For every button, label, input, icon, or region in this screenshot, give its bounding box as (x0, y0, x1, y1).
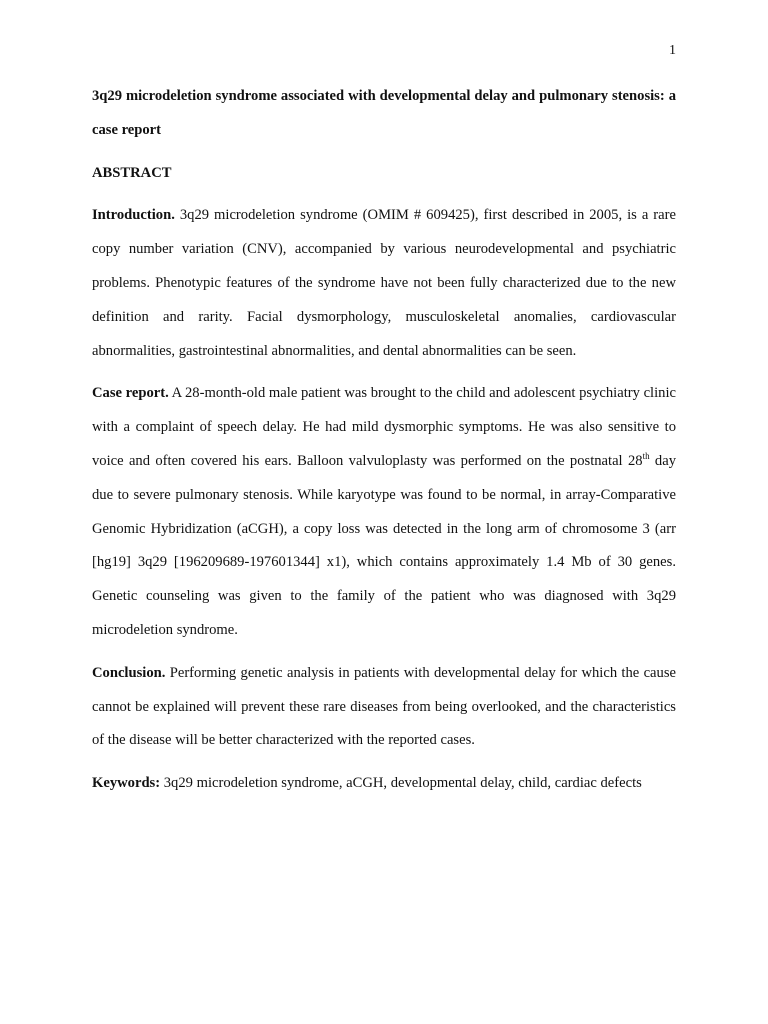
ordinal-superscript: th (642, 451, 650, 462)
conclusion-text: Performing genetic analysis in patients with developmental delay for which the cause cannot be explained will prevent these rare diseases from being overlooked, and the characteristics of the disease will be better characterized with the reported cases. (92, 664, 676, 749)
keywords-paragraph (92, 767, 676, 801)
paper-title: 3q29 microdeletion syndrome associated with developmental delay and pulmonary stenosis: a case report (92, 88, 676, 138)
abstract-content (92, 80, 676, 801)
case-report-paragraph (92, 377, 676, 647)
case-report-text-part1: A 28-month-old male patient was brought to the child and adolescent psychiatry clinic with a complaint of speech delay. He had mild dysmorphic symptoms. He was also sensitive to voice and often covered his ears. Balloon valvuloplasty was performed on the postnatal 28 (92, 385, 676, 469)
abstract-heading: ABSTRACT (92, 164, 172, 181)
keywords-label: Keywords: (92, 775, 161, 792)
case-report-text-part2: day due to severe pulmonary stenosis. While karyotype was found to be normal, in array-Comparative Genomic Hybridization (aCGH), a copy loss was detected in the long arm of chromosome 3 (arr [hg19] 3q29 [196209689-197601344] x1), which contains approximately 1.4 Mb of 30 genes. Genetic counseling was given to the family of the patient who was diagnosed with 3q29 microdeletion syndrome. (92, 452, 676, 638)
introduction-label: Introduction. (92, 207, 175, 224)
case-report-label: Case report. (92, 385, 169, 402)
introduction-text: 3q29 microdeletion syndrome (OMIM # 609425), first described in 2005, is a rare copy number variation (CNV), accompanied by various neurodevelopmental and psychiatric problems. Phenotypic features of the syndrome have not been fully characterized due to the new definition and rarity. Facial dysmorphology, musculoskeletal anomalies, cardiovascular abnormalities, gastrointestinal abnormalities, and dental abnormalities can be seen. (92, 207, 676, 359)
page-number: 1 (669, 43, 676, 58)
keywords-text: 3q29 microdeletion syndrome, aCGH, developmental delay, child, cardiac defects (160, 775, 642, 792)
conclusion-label: Conclusion. (92, 664, 166, 681)
conclusion-paragraph (92, 657, 676, 758)
introduction-paragraph (92, 199, 676, 368)
